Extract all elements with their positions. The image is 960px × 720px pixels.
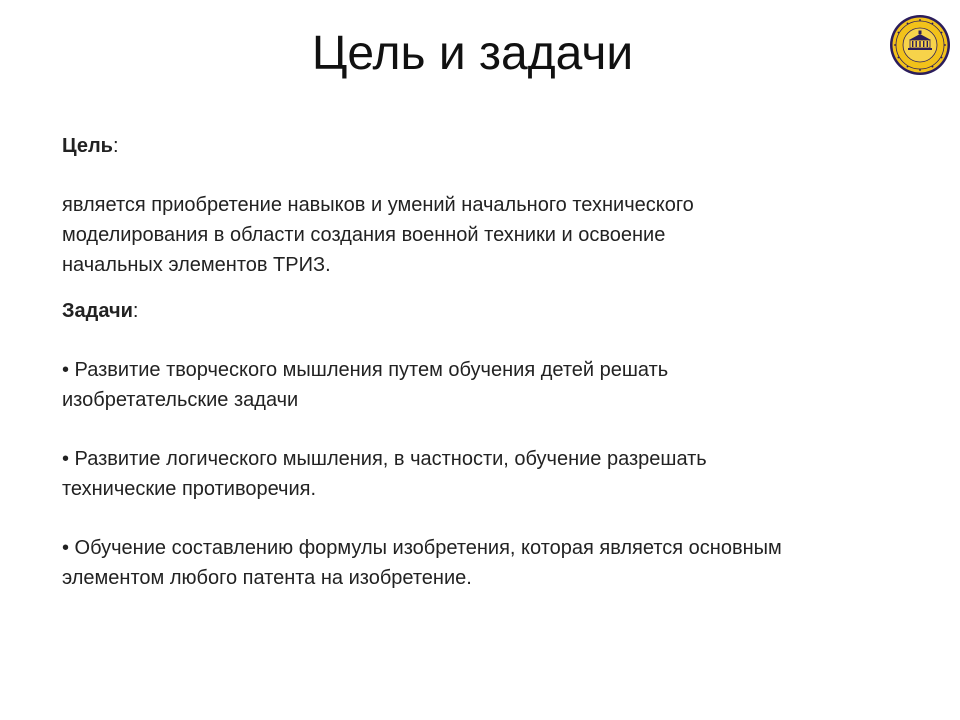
goal-colon: : <box>112 135 119 157</box>
task-item-line: элементом любого патента на изобретение. <box>62 567 472 589</box>
goal-heading <box>62 131 942 161</box>
university-seal-icon <box>889 14 951 76</box>
tasks-label: Задачи <box>62 300 133 322</box>
task-item <box>62 355 942 415</box>
goal-text-line: начальных элементов ТРИЗ. <box>62 254 331 276</box>
task-item-line: • Развитие логического мышления, в частности, обучение разрешать <box>62 448 707 470</box>
task-item-line: технические противоречия. <box>62 478 317 500</box>
goal-text-line: моделирования в области создания военной техники и освоение <box>62 224 666 246</box>
task-item <box>62 533 942 593</box>
task-item-line: • Развитие творческого мышления путем обучения детей решать <box>62 359 669 381</box>
slide-body <box>62 131 942 593</box>
task-item-line: изобретательские задачи <box>62 389 299 411</box>
tasks-heading <box>62 296 942 326</box>
goal-text <box>62 190 942 280</box>
goal-text-line: является приобретение навыков и умений начального технического <box>62 194 694 216</box>
slide-title: Цель и задачи <box>311 27 634 80</box>
tasks-colon: : <box>132 300 139 322</box>
task-item <box>62 444 942 504</box>
task-item-line: • Обучение составлению формулы изобретения, которая является основным <box>62 537 782 559</box>
goal-label: Цель <box>62 135 113 157</box>
